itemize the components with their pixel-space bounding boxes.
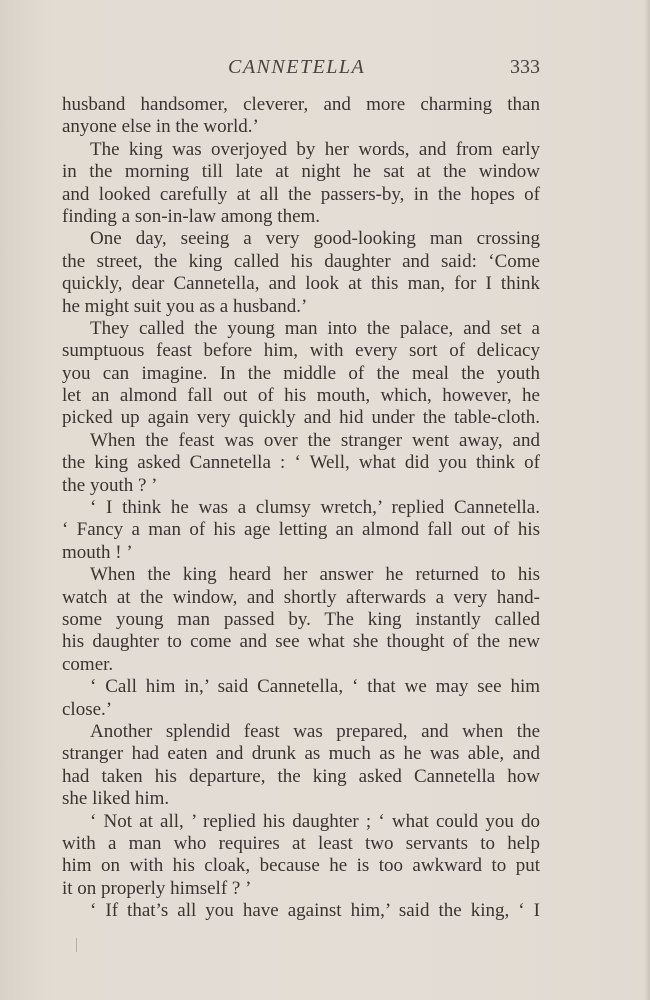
text-line: the street, the king called his daughter and said: ‘Come [62, 250, 540, 272]
text-line: let an almond fall out of his mouth, which, however, he [62, 385, 540, 407]
text-line: it on properly himself ? ’ [62, 877, 252, 899]
running-title: CANNETELLA [228, 56, 366, 78]
text-line: The king was overjoyed by her words, and from early [90, 138, 540, 160]
text-line: watch at the window, and shortly afterwards a very hand- [62, 586, 540, 608]
page-number: 333 [510, 56, 540, 78]
text-line: close.’ [62, 698, 113, 720]
text-line: you can imagine. In the middle of the meal the youth [62, 362, 540, 384]
text-line: anyone else in the world.’ [62, 116, 259, 138]
text-line: he might suit you as a husband.’ [62, 295, 308, 317]
text-line: the king asked Cannetella : ‘ Well, what did you think of [62, 452, 540, 474]
text-line: They called the young man into the palace, and set a [90, 317, 540, 339]
margin-mark [76, 938, 77, 952]
text-line: comer. [62, 653, 114, 675]
text-line: his daughter to come and see what she thought of the new [62, 631, 540, 653]
text-line: some young man passed by. The king instantly called [62, 608, 540, 630]
text-line: ‘ Fancy a man of his age letting an almond fall out of his [62, 519, 540, 541]
text-line: ‘ I think he was a clumsy wretch,’ replied Cannetella. [90, 497, 540, 519]
text-line: ‘ Not at all, ’ replied his daughter ; ‘ what could you do [90, 810, 540, 832]
text-line: finding a son-in-law among them. [62, 205, 321, 227]
body-text [62, 94, 540, 922]
text-line: husband handsomer, cleverer, and more charming than [62, 94, 540, 115]
page-edge-shadow [644, 0, 650, 1000]
text-line: ‘ Call him in,’ said Cannetella, ‘ that we may see him [90, 676, 540, 698]
text-line: quickly, dear Cannetella, and look at this man, for I think [62, 273, 540, 295]
text-line: ‘ If that’s all you have against him,’ said the king, ‘ I [90, 900, 540, 922]
text-line: she liked him. [62, 788, 170, 810]
text-line: When the king heard her answer he returned to his [90, 564, 540, 586]
text-line: had taken his departure, the king asked Cannetella how [62, 765, 540, 787]
text-line: Another splendid feast was prepared, and when the [90, 720, 540, 742]
page-header [62, 56, 540, 86]
text-line: sumptuous feast before him, with every sort of delicacy [62, 340, 540, 362]
text-line: him on with his cloak, because he is too awkward to put [62, 855, 540, 877]
text-line: When the feast was over the stranger went away, and [90, 429, 540, 451]
text-line: in the morning till late at night he sat at the window [62, 161, 540, 183]
text-line: and looked carefully at all the passers-by, in the hopes of [62, 183, 540, 205]
text-line: mouth ! ’ [62, 541, 133, 563]
text-line: picked up again very quickly and hid under the table-cloth. [62, 407, 540, 429]
text-line: stranger had eaten and drunk as much as he was able, and [62, 743, 540, 765]
text-line: the youth ? ’ [62, 474, 158, 496]
text-line: One day, seeing a very good-looking man crossing [90, 228, 540, 250]
text-line: with a man who requires at least two servants to help [62, 832, 540, 854]
